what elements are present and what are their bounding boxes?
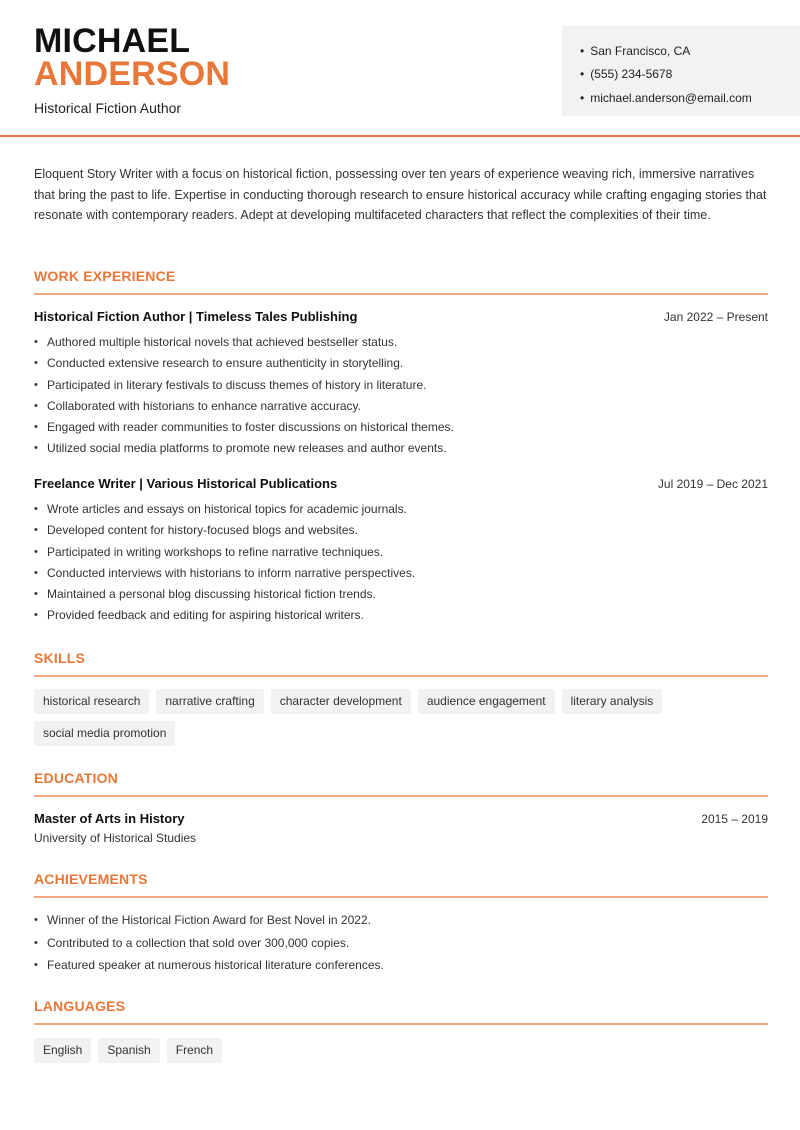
list-item <box>34 438 454 459</box>
job-header <box>34 309 768 324</box>
list-item <box>34 417 454 438</box>
bullet-text: Contributed to a collection that sold over 300,000 copies. <box>47 935 350 950</box>
summary-paragraph: Eloquent Story Writer with a focus on historical fiction, possessing over ten years of experience weaving rich, immersive narratives that bring the past to life. Expertise in conducting thorough research to ensure historical accuracy while crafting engaging stories that resonate with contemporary readers. Adept at developing multifaceted characters that reflect the complexities of their time. <box>34 167 767 222</box>
list-item <box>34 954 384 977</box>
professional-title: Historical Fiction Author <box>34 100 182 116</box>
bullet-text: Wrote articles and essays on historical topics for academic journals. <box>47 502 407 516</box>
bullet-icon: • <box>580 67 585 82</box>
bullet-icon: • <box>34 421 38 434</box>
contact-box <box>562 26 800 116</box>
contact-email <box>580 86 800 110</box>
phone-text: (555) 234-5678 <box>590 67 673 82</box>
last-name: ANDERSON <box>34 55 231 93</box>
section-title-education: EDUCATION <box>34 770 118 786</box>
list-item <box>34 396 454 417</box>
education-degree: Master of Arts in History <box>34 811 185 826</box>
bullet-text: Engaged with reader communities to foster discussions on historical themes. <box>47 420 454 435</box>
email-text[interactable]: michael.anderson@email.com <box>590 90 752 105</box>
list-item <box>34 932 384 955</box>
section-title-languages: LANGUAGES <box>34 998 126 1014</box>
list-item <box>34 605 415 626</box>
bullet-icon: • <box>34 959 38 971</box>
skill-chip: literary analysis <box>562 689 663 714</box>
education-school: University of Historical Studies <box>34 831 197 845</box>
bullet-text: Featured speaker at numerous historical literature conferences. <box>47 958 384 972</box>
bullet-text: Participated in literary festivals to discuss themes of history in literature. <box>47 377 427 392</box>
section-divider <box>34 675 768 677</box>
bullet-icon: • <box>34 914 38 926</box>
bullet-icon: • <box>34 566 38 579</box>
bullet-icon: • <box>34 588 38 601</box>
bullet-text: Utilized social media platforms to promote new releases and author events. <box>47 441 447 456</box>
section-divider <box>34 293 768 295</box>
list-item <box>34 542 415 563</box>
list-item <box>34 499 415 520</box>
skill-chip: character development <box>271 689 411 714</box>
skill-chip: historical research <box>34 689 149 714</box>
section-divider <box>34 1023 768 1025</box>
languages-list <box>34 1038 774 1063</box>
job-dates: Jul 2019 – Dec 2021 <box>657 477 768 491</box>
bullet-icon: • <box>34 936 38 949</box>
skill-chip: narrative crafting <box>156 689 263 714</box>
section-divider <box>34 896 768 898</box>
bullet-text: Maintained a personal blog discussing historical fiction trends. <box>47 587 376 602</box>
bullet-icon: • <box>34 442 38 455</box>
job-title: Freelance Writer | Various Historical Publications <box>34 476 338 491</box>
bullet-text: Conducted extensive research to ensure authenticity in storytelling. <box>47 356 404 371</box>
bullet-icon: • <box>34 336 38 348</box>
list-item <box>34 584 415 605</box>
skill-chip: social media promotion <box>34 721 175 746</box>
bullet-icon: • <box>34 545 38 558</box>
bullet-text: Conducted interviews with historians to inform narrative perspectives. <box>47 565 416 580</box>
list-item <box>34 520 415 541</box>
list-item <box>34 353 454 374</box>
bullet-icon: • <box>34 357 38 370</box>
bullet-icon: • <box>580 43 585 58</box>
section-title-achievements: ACHIEVEMENTS <box>34 871 148 887</box>
job-bullets <box>34 332 454 460</box>
list-item <box>34 563 415 584</box>
section-title-skills: SKILLS <box>34 650 85 666</box>
job-bullets <box>34 499 415 627</box>
language-chip: English <box>34 1038 91 1063</box>
section-title-work: WORK EXPERIENCE <box>34 268 176 284</box>
language-chip: Spanish <box>98 1038 159 1063</box>
skills-list <box>34 689 774 746</box>
bullet-icon: • <box>34 399 38 412</box>
job-dates: Jan 2022 – Present <box>663 310 768 324</box>
contact-phone <box>580 63 800 87</box>
bullet-icon: • <box>34 378 38 391</box>
skill-chip: audience engagement <box>418 689 555 714</box>
bullet-text: Winner of the Historical Fiction Award for Best Novel in 2022. <box>47 913 371 927</box>
location-text: San Francisco, CA <box>590 43 691 58</box>
bullet-text: Collaborated with historians to enhance narrative accuracy. <box>47 398 361 413</box>
bullet-text: Authored multiple historical novels that achieved bestseller status. <box>47 335 398 349</box>
job-title: Historical Fiction Author | Timeless Tales Publishing <box>34 309 358 324</box>
language-chip: French <box>167 1038 222 1063</box>
list-item <box>34 909 384 932</box>
resume-header <box>0 0 800 137</box>
first-name: MICHAEL <box>34 22 191 60</box>
section-divider <box>34 795 768 797</box>
contact-location <box>580 39 800 63</box>
job-header <box>34 476 768 491</box>
bullet-icon: • <box>34 609 38 622</box>
bullet-text: Participated in writing workshops to refine narrative techniques. <box>47 544 384 559</box>
list-item <box>34 332 454 353</box>
education-dates: 2015 – 2019 <box>701 812 768 826</box>
achievements-list <box>34 909 384 977</box>
bullet-text: Provided feedback and editing for aspiring historical writers. <box>47 608 364 623</box>
bullet-icon: • <box>34 503 38 515</box>
list-item <box>34 375 454 396</box>
bullet-icon: • <box>580 90 585 105</box>
bullet-icon: • <box>34 524 38 537</box>
bullet-text: Developed content for history-focused blogs and websites. <box>47 523 358 538</box>
